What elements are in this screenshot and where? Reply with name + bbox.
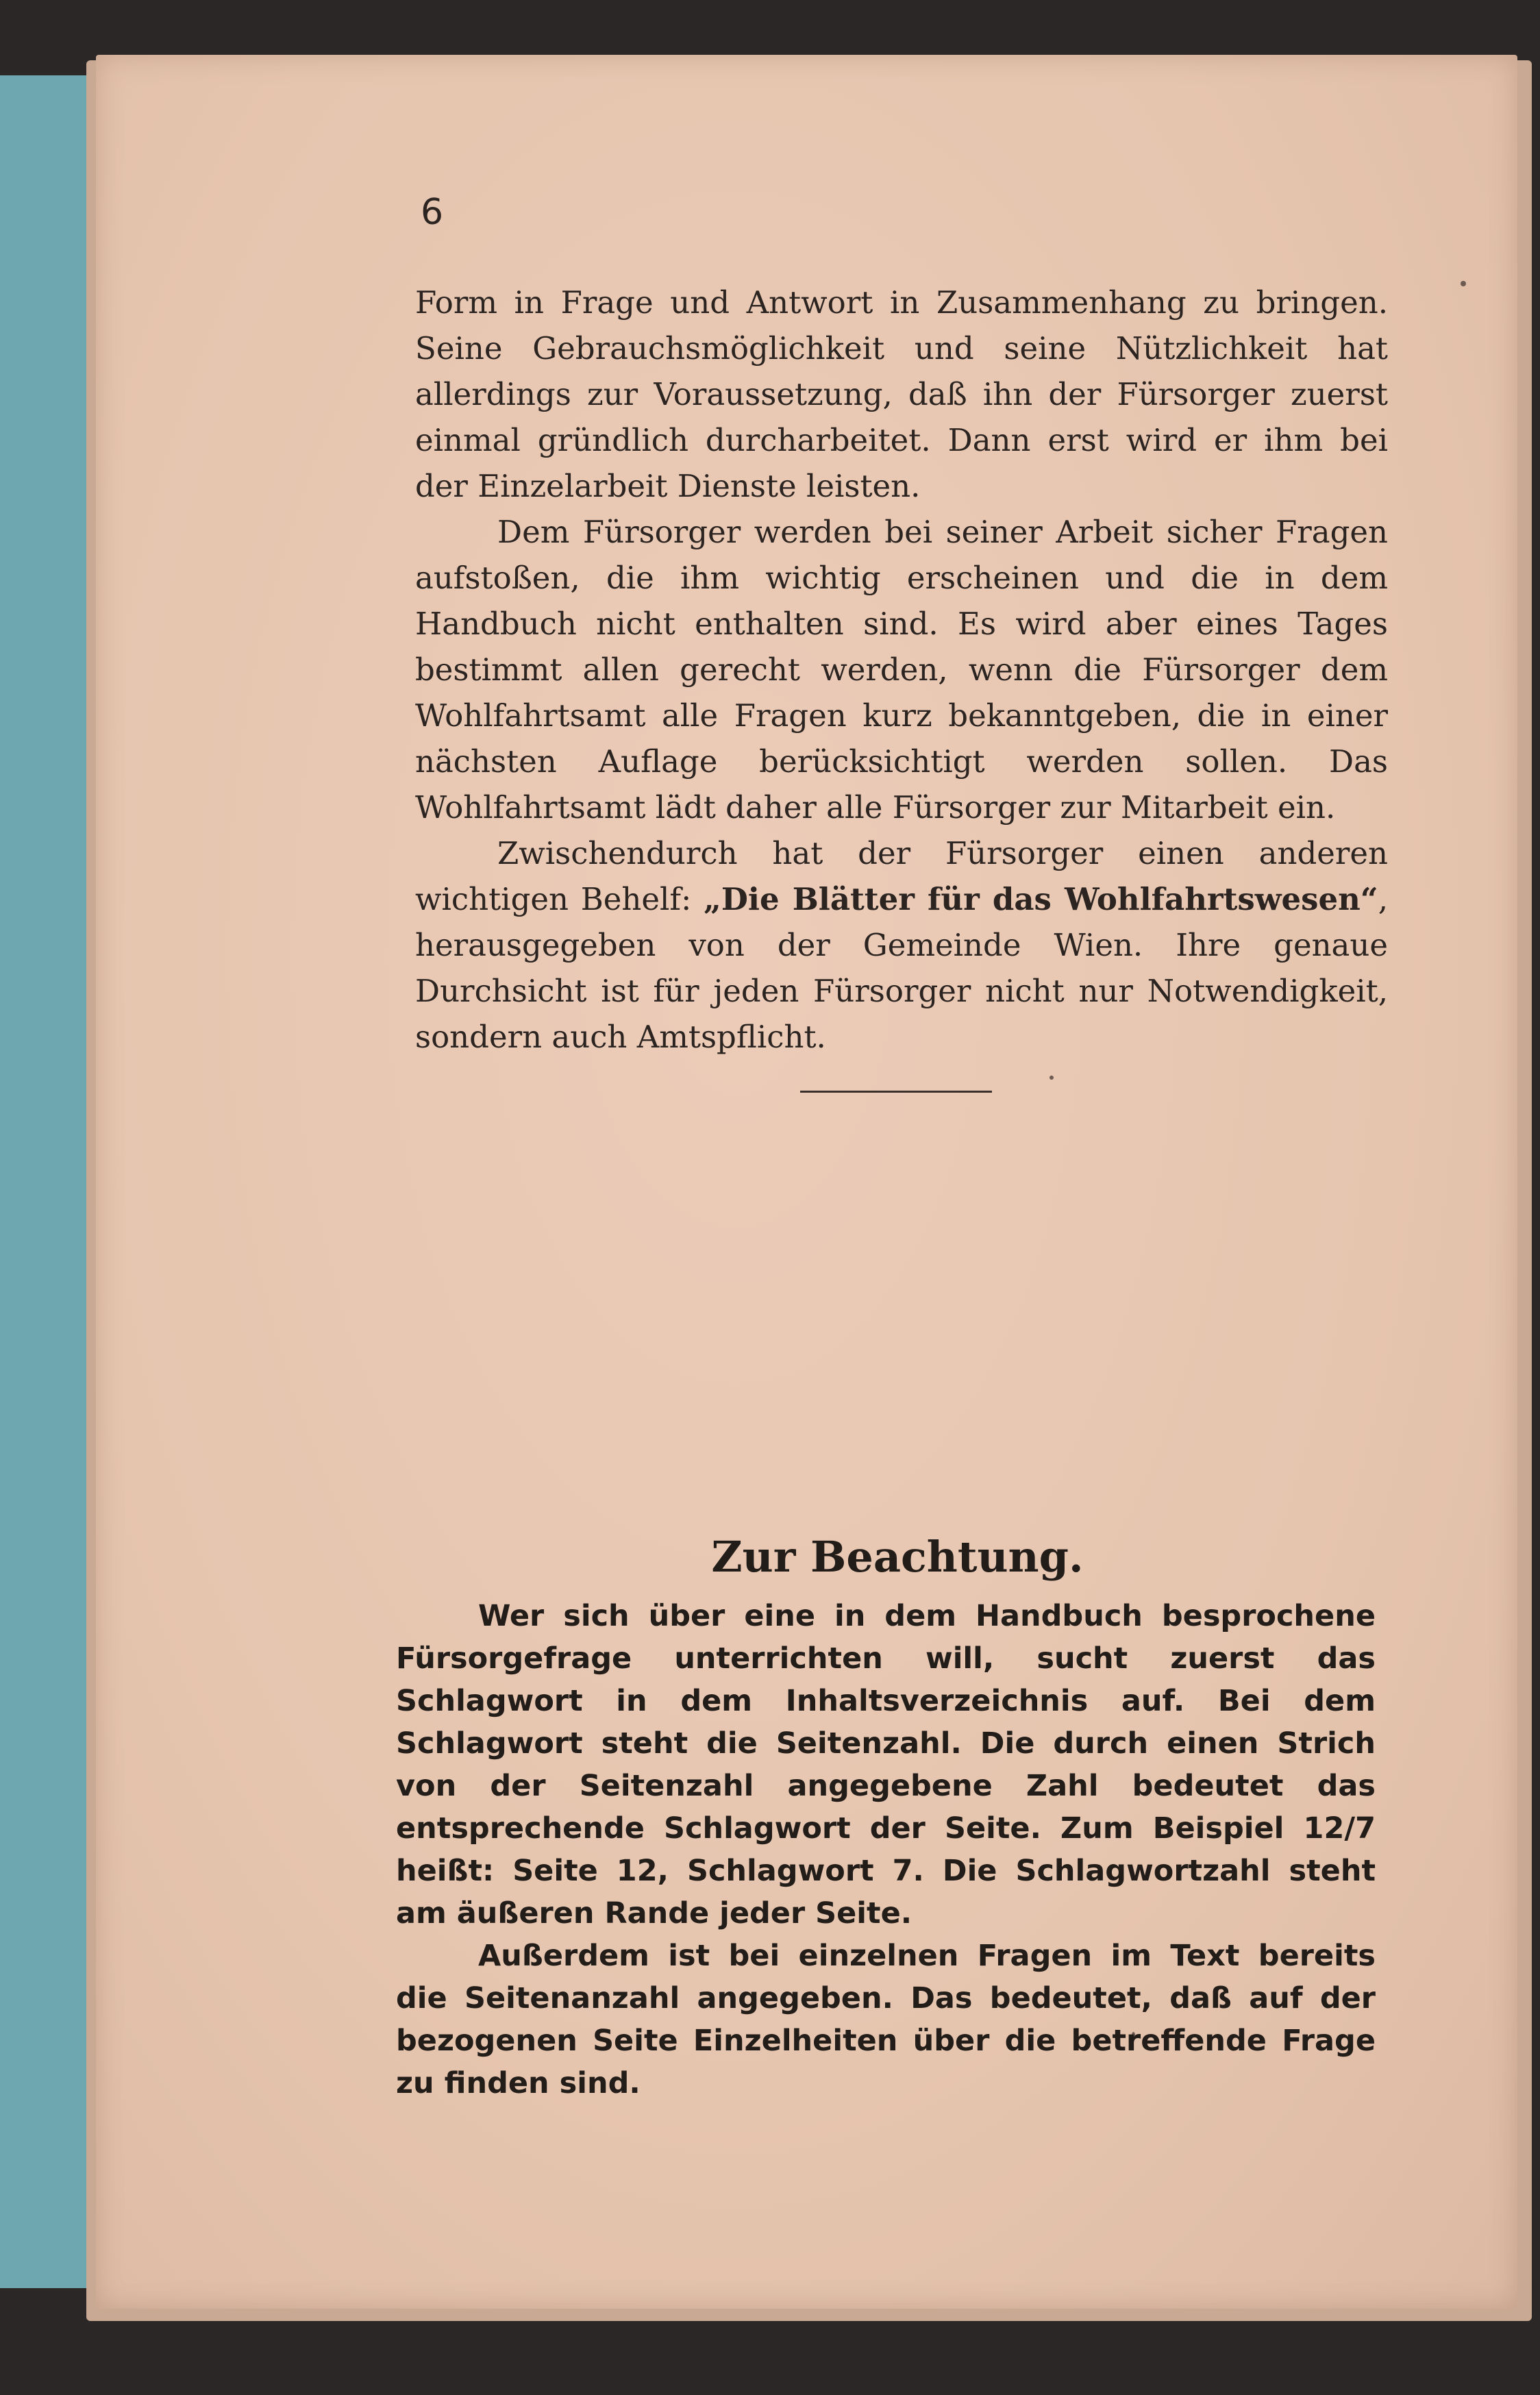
paper-speck <box>1461 281 1466 286</box>
publication-title: „Die Blätter für das Wohlfahrtswesen“ <box>704 881 1378 917</box>
body-paragraph-3-end: , herausgegeben von der Gemeinde Wien. Ihre genaue Durchsicht ist für jeden Fürsorger nicht nur Notwendigkeit, sondern auch Amtspflicht. <box>415 881 1388 1055</box>
notice-paragraph-1: Wer sich über eine in dem Handbuch besprochene Fürsorgefrage unterrichten will, sucht zuerst das Schlagwort in dem Inhaltsverzeichnis auf. Bei dem Schlagwort steht die Seitenzahl. Die durch einen Strich von der Seitenzahl angegebene Zahl bedeutet das entsprechende Schlagwort der Seite. Zum Beispiel 12/7 heißt: Seite 12, Schlagwort 7. Die Schlagwortzahl steht am äußeren Rande jeder Seite. <box>396 1599 1376 1931</box>
paper-speck <box>1050 1076 1054 1080</box>
notice-heading: Zur Beachtung. <box>711 1532 1084 1582</box>
section-divider <box>800 1091 992 1093</box>
body-paragraph-3 <box>415 830 1388 1060</box>
body-text <box>415 280 1388 1060</box>
page-number: 6 <box>421 192 444 233</box>
notice-text <box>396 1595 1376 2105</box>
notice-paragraph-2: Außerdem ist bei einzelnen Fragen im Text bereits die Seitenanzahl angegeben. Das bedeutet, daß auf der bezogenen Seite Einzelheiten über die betreffende Frage zu finden sind. <box>396 1939 1376 2100</box>
body-paragraph-1: Form in Frage und Antwort in Zusammenhang zu bringen. Seine Gebrauchsmöglichkeit und seine Nützlichkeit hat allerdings zur Voraussetzung, daß ihn der Fürsorger zuerst einmal gründlich durcharbeitet. Dann erst wird er ihm bei der Einzelarbeit Dienste leisten. <box>415 284 1388 504</box>
body-paragraph-3-start: Zwischendurch hat der Fürsorger einen anderen wichtigen Behelf: <box>415 835 1388 917</box>
body-paragraph-2: Dem Fürsorger werden bei seiner Arbeit sicher Fragen aufstoßen, die ihm wichtig erscheinen und die in dem Handbuch nicht enthalten sind. Es wird aber eines Tages bestimmt allen gerecht werden, wenn die Fürsorger dem Wohlfahrtsamt alle Fragen kurz bekanntgeben, die in einer nächsten Auflage berücksichtigt werden sollen. Das Wohlfahrtsamt lädt daher alle Fürsorger zur Mitarbeit ein. <box>415 514 1388 826</box>
